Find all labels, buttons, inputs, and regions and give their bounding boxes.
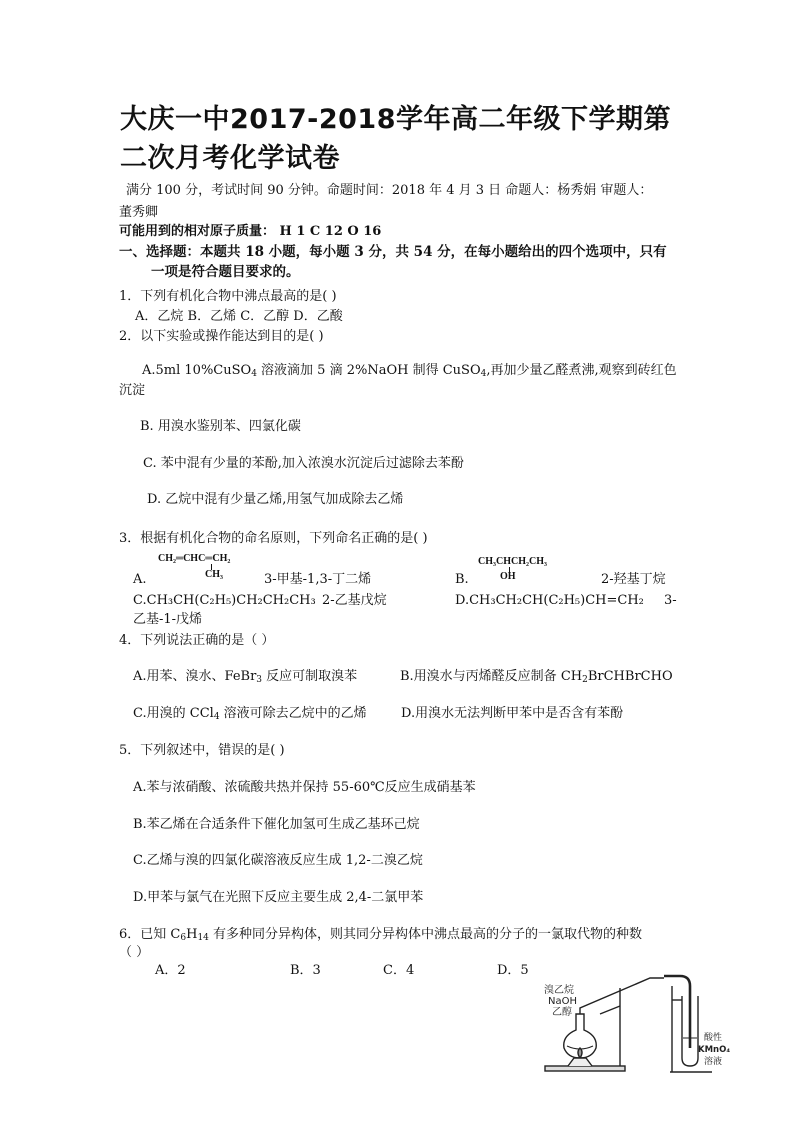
label-flask-3: 乙醇 (552, 1007, 572, 1018)
q2-option-b: B. 用溴水鉴别苯、四氯化碳 (140, 419, 301, 434)
q3-option-a-name: 3-甲基-1,3-丁二烯 (264, 572, 372, 587)
q2-option-a-cont: 沉淀 (119, 383, 146, 398)
q5-option-b: B.苯乙烯在合适条件下催化加氢可生成乙基环己烷 (133, 817, 420, 832)
burner (568, 1058, 592, 1066)
title-line-2: 二次月考化学试卷 (120, 143, 340, 174)
q5-option-d: D.甲苯与氯气在光照下反应主要生成 2,4-二氯甲苯 (133, 890, 424, 905)
label-tube-2: KMnO₄ (698, 1045, 731, 1055)
q6-option-d: D．5 (497, 963, 529, 978)
section-heading-line-2: 一项是符合题目要求的。 (151, 264, 300, 280)
q4-stem: 4．下列说法正确的是（ ） (119, 633, 275, 648)
label-tube-3: 溶液 (704, 1057, 723, 1067)
q3-stem: 3．根据有机化合物的命名原则，下列命名正确的是( ) (119, 531, 428, 546)
label-flask-1: 溴乙烷 (544, 985, 574, 996)
q3-a-structure-branch: CH₃ (205, 569, 223, 580)
q3-option-c-formula: C.CH₃CH(C₂H₅)CH₂CH₂CH₃ (133, 593, 316, 608)
experiment-apparatus (540, 966, 740, 1078)
q3-option-d-name-cont: 乙基-1-戊烯 (133, 612, 203, 627)
q2-stem: 2．以下实验或操作能达到目的是( ) (119, 329, 324, 344)
q3-option-c-name: 2-乙基戊烷 (322, 593, 387, 608)
q6-option-c: C．4 (383, 963, 415, 978)
label-tube-1: 酸性 (704, 1033, 723, 1043)
q6-stem: 6．已知 $C_6H_{14}$ 有多种同分异构体，则其同分异构体中沸点最高的分子的一氯取代物的种数 (119, 927, 643, 943)
q6-option-a: A．2 (155, 963, 186, 978)
q3-a-structure-main: CH₂═CHC═CH₂ (158, 553, 231, 564)
q2-option-a: A.5ml 10%CuSO$_4$ 溶液滴加 5 滴 2%NaOH 制得 CuSO$_4$,再加少量乙醛煮沸,观察到砖红色 (142, 363, 677, 379)
section-heading-line-1: 一、选择题：本题共 18 小题，每小题 3 分，共 54 分，在每小题给出的四个选项中，只有 (119, 244, 667, 260)
exam-info-reviewer: 董秀卿 (119, 205, 159, 220)
stand-clamp (600, 1006, 620, 1014)
q2-option-c: C. 苯中混有少量的苯酚,加入浓溴水沉淀后过滤除去苯酚 (143, 456, 464, 471)
q3-option-d-name-start: 3- (664, 593, 677, 608)
atomic-mass-line: 可能用到的相对原子质量： H 1 C 12 O 16 (119, 224, 382, 239)
rubber-hose (664, 976, 690, 1048)
q3-option-b-label: B. (455, 572, 469, 587)
q4-option-b: B.用溴水与丙烯醛反应制备 $CH_2BrCHBrCHO$ (400, 669, 673, 685)
delivery-tube (580, 978, 664, 1014)
q5-stem: 5．下列叙述中，错误的是( ) (119, 743, 285, 758)
q1-stem: 1．下列有机化合物中沸点最高的是( ) (119, 289, 337, 304)
q3-option-a-label: A. (133, 572, 147, 587)
q6-stem-cont: （ ） (119, 945, 150, 960)
q5-option-a: A.苯与浓硝酸、浓硫酸共热并保持 55-60℃反应生成硝基苯 (133, 780, 476, 795)
q3-b-structure-main: CH₃CHCH₂CH₃ (478, 556, 547, 567)
q3-option-d-formula: D.CH₃CH₂CH(C₂H₅)CH=CH₂ (455, 593, 644, 608)
q2-option-d: D. 乙烷中混有少量乙烯,用氢气加成除去乙烯 (147, 492, 404, 507)
q3-option-b-name: 2-羟基丁烷 (601, 572, 666, 587)
q5-option-c: C.乙烯与溴的四氯化碳溶液反应生成 1,2-二溴乙烷 (133, 853, 423, 868)
title-line-1: 大庆一中2017-2018学年高二年级下学期第 (120, 104, 671, 135)
q4-option-a: A.用苯、溴水、FeBr$_3$ 反应可制取溴苯 (133, 669, 358, 685)
label-flask-2: NaOH (548, 996, 577, 1007)
exam-info: 满分 100 分，考试时间 90 分钟。命题时间：2018 年 4 月 3 日 命题人：杨秀娟 审题人： (126, 183, 653, 198)
stand-base (545, 1066, 625, 1071)
q6-option-b: B．3 (290, 963, 321, 978)
q1-options: A．乙烷 B．乙烯 C．乙醇 D．乙酸 (135, 309, 343, 324)
q4-option-c: C.用溴的 CCl$_4$ 溶液可除去乙烷中的乙烯 (133, 706, 367, 722)
q3-b-structure-branch: OH (500, 571, 516, 582)
flame-icon (578, 1048, 582, 1058)
q4-option-d: D.用溴水无法判断甲苯中是否含有苯酚 (401, 706, 624, 721)
